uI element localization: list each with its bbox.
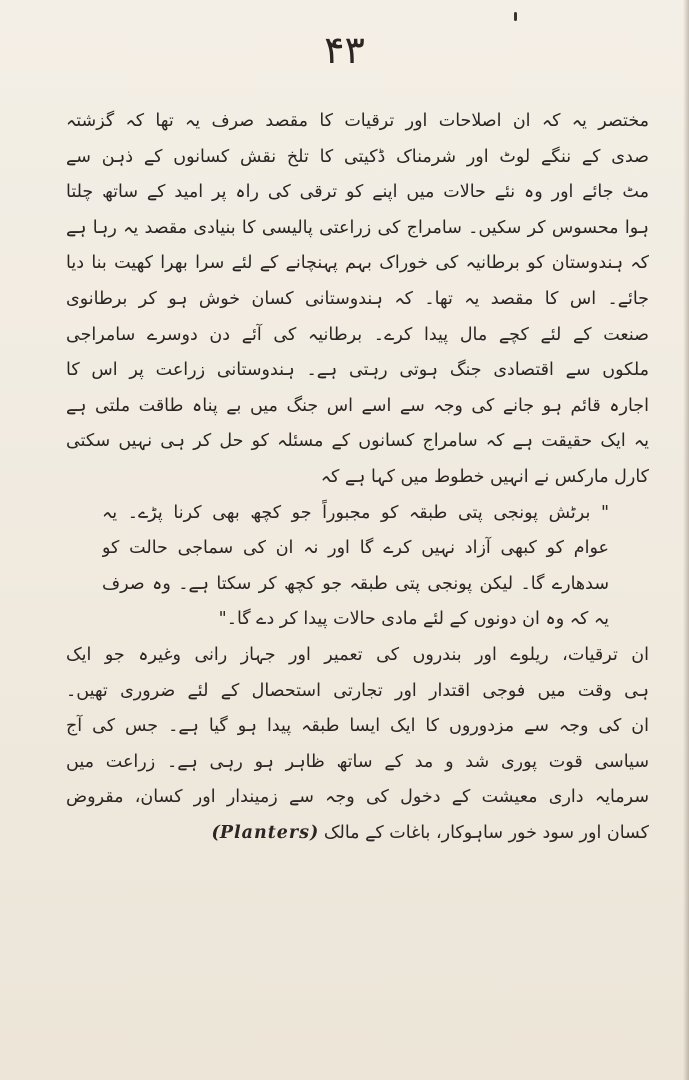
text-line: ہوا محسوس کر سکیں۔ سامراج کی زراعتی پالیسی کا بنیادی مقصد یہ رہا ہے xyxy=(66,217,649,238)
text-line: کہ ہندوستان کو برطانیہ کی خوراک بہم پہنچانے کے لئے سرا بھرا کھیت بنا دیا xyxy=(66,253,649,274)
paragraph-2 xyxy=(66,638,649,852)
ink-mark xyxy=(514,12,517,21)
text-line: ہی وقت میں فوجی اقتدار اور تجارتی استحصال کے لئے ضروری تھیں۔ xyxy=(66,680,649,701)
page-edge-shadow xyxy=(683,0,689,1080)
text-line: سرمایہ داری معیشت کے دخول کی وجہ سے زمیندار اور کسان، مقروض xyxy=(66,787,649,808)
text-line: ان کی وجہ سے مزدوروں کا ایک ایسا طبقہ پیدا ہو گیا ہے۔ جس کی آج xyxy=(66,716,649,737)
page-body xyxy=(66,104,649,851)
quote-line: " برٹش پونجی پتی طبقہ کو مجبوراً جو کچھ بھی کرنا پڑے۔ یہ xyxy=(102,502,609,523)
text-line: ان ترقیات، ریلوے اور بندروں کی تعمیر اور جہاز رانی وغیرہ جو ایک xyxy=(66,644,649,665)
quote-line: یہ کہ وہ ان دونوں کے لئے مادی حالات پیدا کر دے گا۔" xyxy=(218,609,609,630)
text-line: یہ ایک حقیقت ہے کہ سامراج کسانوں کے مسئلہ کو حل کر ہی نہیں سکتی xyxy=(66,431,649,452)
page-number: ۴۳ xyxy=(324,28,365,72)
text-line: سیاسی قوت پوری شد و مد کے ساتھ ظاہر ہو رہی ہے۔ زراعت میں xyxy=(66,751,649,772)
text-line: صنعت کے لئے کچے مال پیدا کرے۔ برطانیہ کی آئے دن دوسرے سامراجی xyxy=(66,324,649,345)
text-line: اجارہ قائم ہو جانے کی وجہ سے اسے اس جنگ میں بے پناہ طاقت ملتی ہے xyxy=(66,395,649,416)
text-line: کارل مارکس نے انہیں خطوط میں کہا ہے کہ xyxy=(320,466,649,487)
text-line: جائے۔ اس کا مقصد یہ تھا۔ کہ ہندوستانی کسان خوش ہو کر برطانوی xyxy=(66,288,649,309)
paragraph-1 xyxy=(66,104,649,496)
block-quote xyxy=(102,496,609,638)
quote-line: سدھارے گا۔ لیکن پونجی پتی طبقہ جو کچھ کر سکتا ہے۔ وہ صرف xyxy=(102,573,609,594)
text-line: صدی کے ننگے لوٹ اور شرمناک ڈکیتی کا تلخ نقش کسانوں کے ذہن سے xyxy=(66,146,649,167)
text-line: مٹ جائے اور وہ نئے حالات میں اپنے کو ترقی کی راہ پر امید کے ساتھ چلتا xyxy=(66,182,649,203)
text-line: ملکوں سے اقتصادی جنگ ہوتی رہتی ہے۔ ہندوستانی زراعت پر اس کا xyxy=(66,360,649,381)
quote-line: عوام کو کبھی آزاد نہیں کرے گا اور نہ ان کی سماجی حالت کو xyxy=(102,538,609,559)
text-fragment: کسان اور سود خور ساہوکار، باغات کے مالک xyxy=(323,822,649,843)
text-line: مختصر یہ کہ ان اصلاحات اور ترقیات کا مقصد صرف یہ تھا کہ گزشتہ xyxy=(66,111,649,131)
latin-term: (Planters) xyxy=(211,822,319,843)
text-line-last xyxy=(66,816,649,852)
